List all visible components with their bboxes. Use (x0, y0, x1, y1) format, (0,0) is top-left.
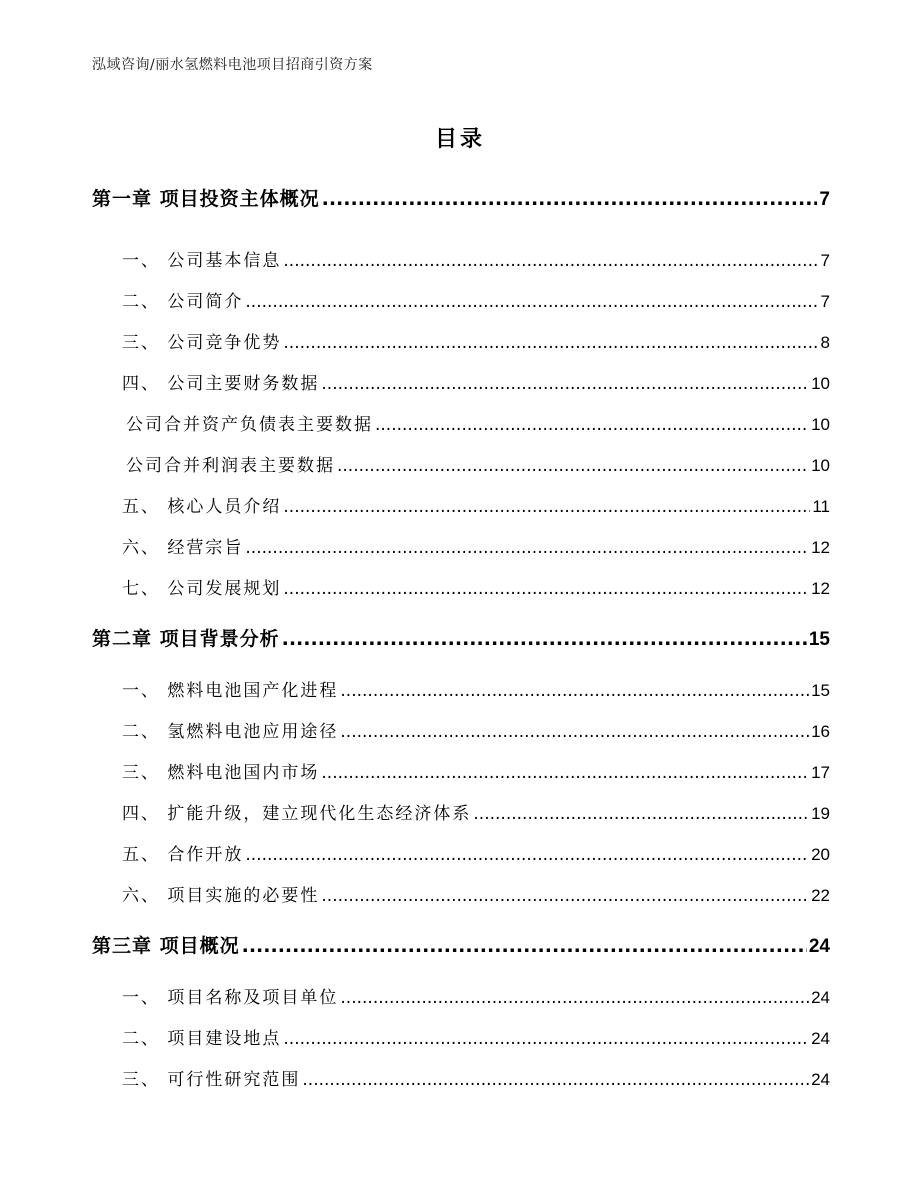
toc-section-domestic-market[interactable] (92, 758, 830, 783)
toc-entry-label: 六、 经营宗旨 (122, 538, 244, 558)
toc-entry-label: 一、 项目名称及项目单位 (122, 988, 339, 1008)
toc-entry-label: 第三章 项目概况 (92, 935, 240, 957)
toc-page-number: 7 (820, 292, 830, 311)
toc-page-number: 20 (811, 845, 830, 864)
toc-section-core-personnel[interactable] (92, 492, 830, 517)
toc-page-number: 8 (820, 333, 830, 352)
toc-page-number: 11 (812, 497, 830, 516)
toc-page-number: 12 (811, 579, 830, 598)
toc-section-necessity[interactable] (92, 881, 830, 906)
toc-entry-label: 一、 公司基本信息 (122, 251, 282, 271)
toc-entry-label: 一、 燃料电池国产化进程 (122, 681, 339, 701)
toc-page-number: 24 (808, 936, 830, 957)
toc-leader-dots (302, 1070, 809, 1090)
toc-leader-dots (245, 292, 818, 312)
toc-entry-label: 五、 核心人员介绍 (122, 497, 282, 517)
toc-entry-label: 二、 公司简介 (122, 292, 244, 312)
toc-leader-dots (245, 538, 809, 558)
toc-section-cooperation[interactable] (92, 840, 830, 865)
toc-chapter-1[interactable] (92, 184, 830, 211)
toc-entry-label: 三、 燃料电池国内市场 (122, 763, 320, 783)
toc-chapter-2[interactable] (92, 624, 830, 651)
toc-page-number: 15 (808, 629, 830, 650)
toc-section-localization-progress[interactable] (92, 676, 830, 701)
toc-entry-label: 四、 公司主要财务数据 (122, 374, 320, 394)
toc-sub-income-statement[interactable] (92, 451, 830, 476)
toc-leader-dots (283, 333, 818, 353)
toc-page-number: 19 (811, 804, 830, 823)
toc-entry-label: 二、 氢燃料电池应用途径 (122, 722, 339, 742)
toc-leader-dots (282, 628, 807, 650)
toc-entry-label: 六、 项目实施的必要性 (122, 886, 320, 906)
toc-section-project-name[interactable] (92, 983, 830, 1008)
toc-page-number: 12 (811, 538, 830, 557)
toc-page-number: 10 (811, 374, 830, 393)
toc-page-number: 17 (811, 763, 830, 782)
toc-page-number: 10 (811, 456, 830, 475)
toc-sub-balance-sheet[interactable] (92, 410, 830, 435)
toc-leader-dots (245, 845, 809, 865)
toc-section-company-basic-info[interactable] (92, 246, 830, 271)
toc-leader-dots (473, 804, 809, 824)
toc-entry-label: 五、 合作开放 (122, 845, 244, 865)
toc-entry-label: 公司合并资产负债表主要数据 (126, 415, 373, 435)
toc-leader-dots (283, 579, 809, 599)
toc-entry-label: 二、 项目建设地点 (122, 1029, 282, 1049)
toc-page-number: 15 (811, 681, 830, 700)
toc-page-number: 7 (819, 189, 830, 210)
toc-section-business-purpose[interactable] (92, 533, 830, 558)
toc-chapter-3[interactable] (92, 931, 830, 958)
page-title: 目录 (434, 127, 485, 152)
toc-leader-dots (321, 374, 809, 394)
toc-entry-label: 四、 扩能升级，建立现代化生态经济体系 (122, 804, 472, 824)
toc-leader-dots (375, 415, 809, 435)
toc-leader-dots (283, 251, 818, 271)
toc-entry-label: 七、 公司发展规划 (122, 579, 282, 599)
toc-leader-dots (283, 1029, 809, 1049)
toc-page-number: 10 (811, 415, 830, 434)
toc-leader-dots (321, 886, 809, 906)
toc-leader-dots (340, 722, 809, 742)
toc-section-application-paths[interactable] (92, 717, 830, 742)
toc-entry-label: 公司合并利润表主要数据 (126, 456, 335, 476)
toc-page-number: 24 (811, 1070, 830, 1089)
toc-entry-label: 三、 公司竞争优势 (122, 333, 282, 353)
toc-page-number: 16 (811, 722, 830, 741)
toc-entry-label: 三、 可行性研究范围 (122, 1070, 301, 1090)
toc-entry-label: 第二章 项目背景分析 (92, 628, 280, 650)
toc-page-number: 24 (811, 1029, 830, 1048)
toc-section-project-location[interactable] (92, 1024, 830, 1049)
toc-page-number: 24 (811, 988, 830, 1007)
toc-section-competitive-advantage[interactable] (92, 328, 830, 353)
toc-section-eco-system[interactable] (92, 799, 830, 824)
toc-section-feasibility-scope[interactable] (92, 1065, 830, 1090)
toc-section-company-profile[interactable] (92, 287, 830, 312)
toc-leader-dots (283, 497, 810, 517)
toc-section-development-plan[interactable] (92, 574, 830, 599)
toc-section-financial-data[interactable] (92, 369, 830, 394)
toc-leader-dots (337, 456, 809, 476)
toc-leader-dots (340, 988, 809, 1008)
toc-entry-label: 第一章 项目投资主体概况 (92, 188, 320, 210)
running-header: 泓域咨询/丽水氢燃料电池项目招商引资方案 (92, 57, 373, 73)
toc-page-number: 22 (811, 886, 830, 905)
toc-leader-dots (340, 681, 809, 701)
toc-leader-dots (242, 935, 807, 957)
table-of-contents (92, 0, 830, 1191)
toc-leader-dots (322, 188, 818, 210)
toc-page-number: 7 (820, 251, 830, 270)
toc-leader-dots (321, 763, 809, 783)
